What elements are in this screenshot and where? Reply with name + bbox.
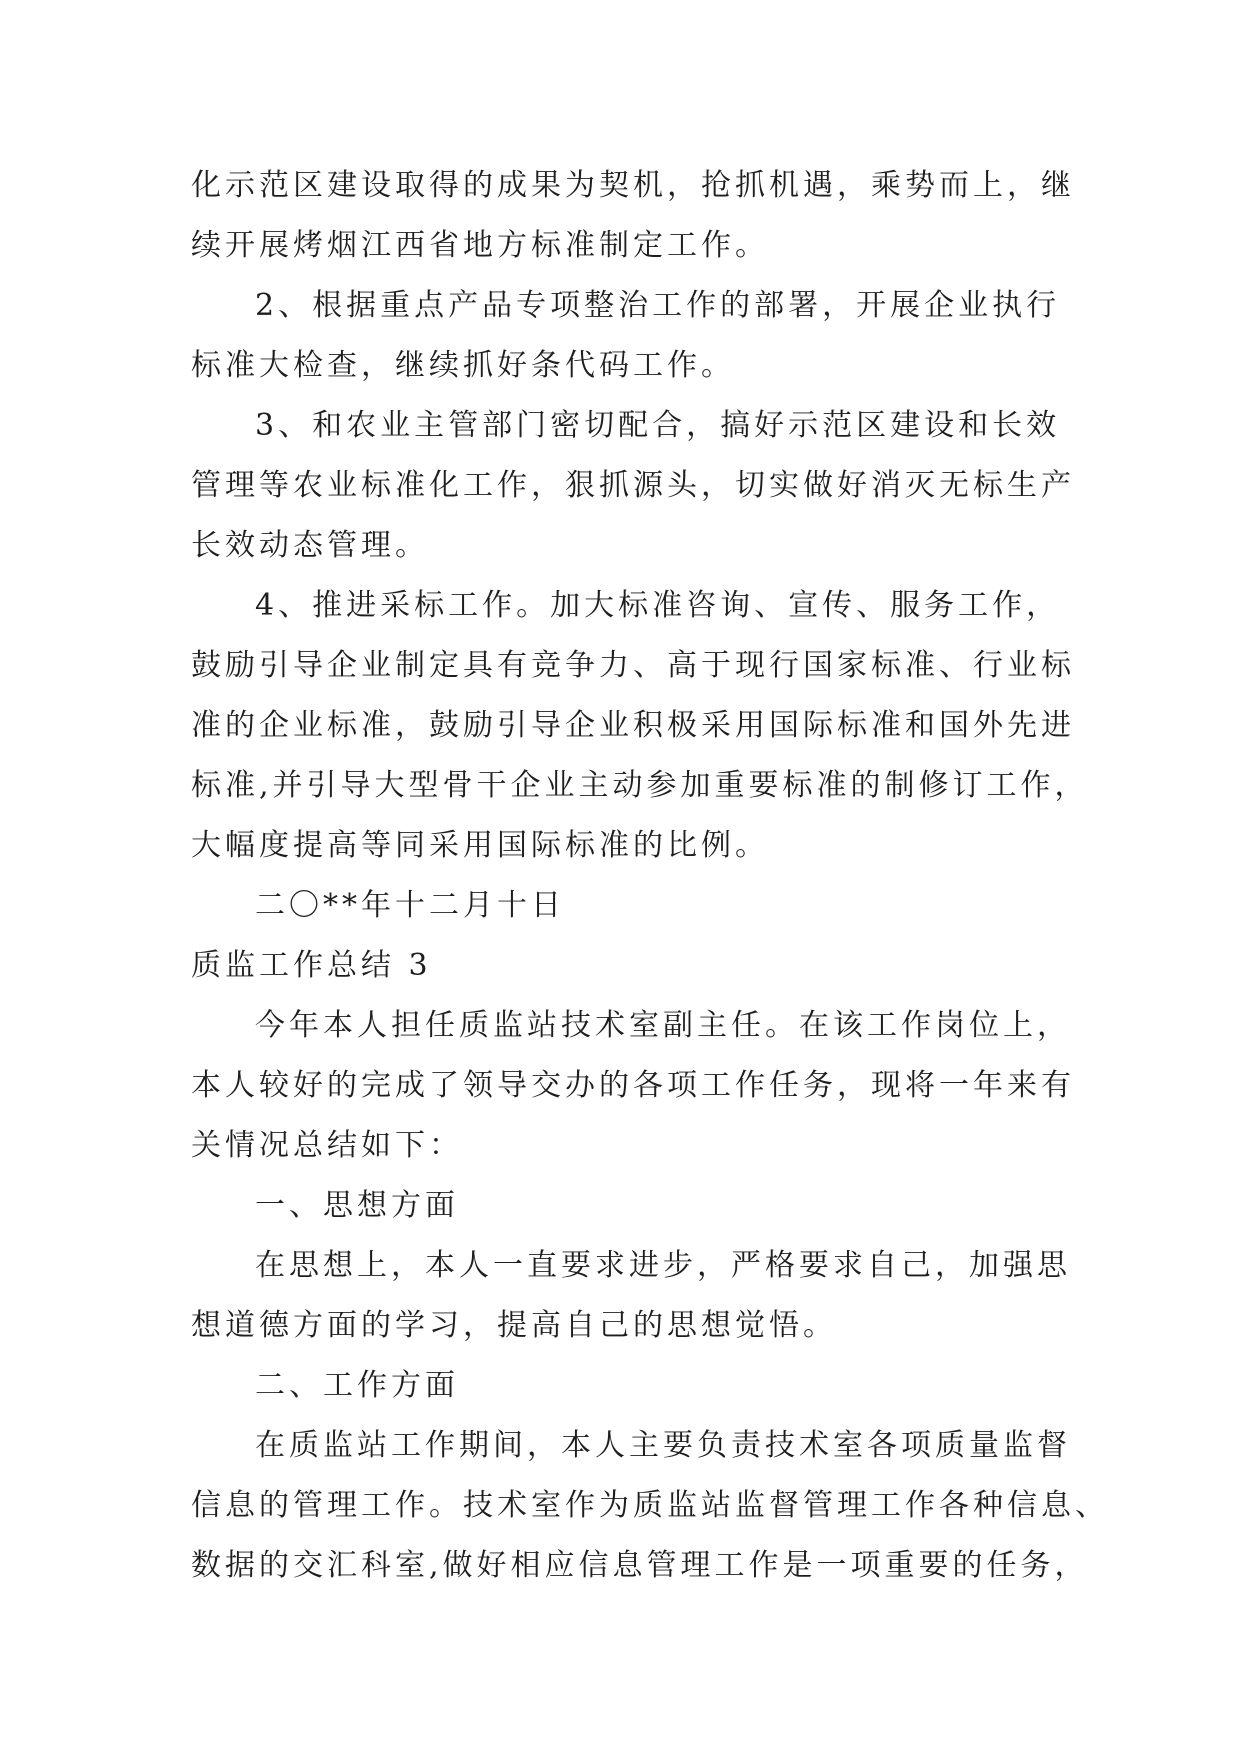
text-line: 关情况总结如下： <box>191 1128 463 1163</box>
text-line: 大幅度提高等同采用国际标准的比例。 <box>191 828 769 863</box>
text-line: 4、推进采标工作。加大标准咨询、宣传、服务工作， <box>255 588 1061 623</box>
subheading: 一、思想方面 <box>255 1188 459 1223</box>
text-line: 化示范区建设取得的成果为契机，抢抓机遇，乘势而上，继 <box>191 168 1075 203</box>
document-body <box>191 156 1109 1596</box>
text-line: 今年本人担任质监站技术室副主任。在该工作岗位上， <box>255 1008 1071 1043</box>
text-line: 2、根据重点产品专项整治工作的部署，开展企业执行 <box>255 288 1061 323</box>
section-title: 质监工作总结 3 <box>191 948 432 983</box>
text-line: 在思想上，本人一直要求进步，严格要求自己，加强思 <box>255 1248 1071 1283</box>
text-line: 3、和农业主管部门密切配合，搞好示范区建设和长效 <box>255 408 1061 443</box>
text-line: 标准大检查，继续抓好条代码工作。 <box>191 348 735 383</box>
text-line: 鼓励引导企业制定具有竞争力、高于现行国家标准、行业标 <box>191 648 1075 683</box>
text-line: 管理等农业标准化工作，狠抓源头，切实做好消灭无标生产 <box>191 468 1075 503</box>
text-line: 本人较好的完成了领导交办的各项工作任务，现将一年来有 <box>191 1068 1075 1103</box>
text-line: 信息的管理工作。技术室作为质监站监督管理工作各种信息、 <box>191 1488 1109 1523</box>
text-line: 数据的交汇科室,做好相应信息管理工作是一项重要的任务， <box>191 1548 1089 1583</box>
text-line: 想道德方面的学习，提高自己的思想觉悟。 <box>191 1308 837 1343</box>
text-line: 在质监站工作期间，本人主要负责技术室各项质量监督 <box>255 1428 1071 1463</box>
text-line: 标准,并引导大型骨干企业主动参加重要标准的制修订工作， <box>191 768 1089 803</box>
text-line: 准的企业标准，鼓励引导企业积极采用国际标准和国外先进 <box>191 708 1075 743</box>
text-line: 续开展烤烟江西省地方标准制定工作。 <box>191 228 769 263</box>
text-line: 长效动态管理。 <box>191 528 429 563</box>
date-line: 二〇**年十二月十日 <box>255 888 565 923</box>
subheading: 二、工作方面 <box>255 1368 459 1403</box>
